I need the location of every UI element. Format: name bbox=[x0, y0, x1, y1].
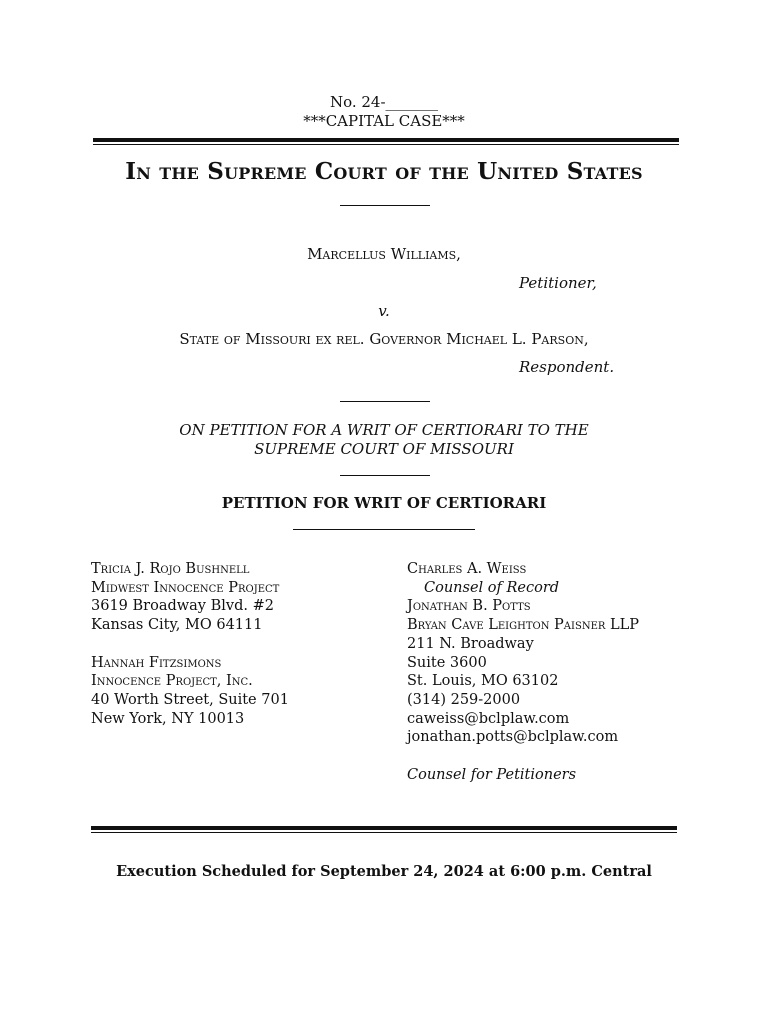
address-line: 40 Worth Street, Suite 701 bbox=[91, 691, 289, 708]
email-address: jonathan.potts@bclplaw.com bbox=[407, 729, 619, 746]
bottom-rule-thick bbox=[91, 826, 677, 830]
divider-rule-wide bbox=[293, 529, 475, 530]
case-number: No. 24-_______ bbox=[329, 93, 439, 111]
top-rule-thin bbox=[93, 144, 679, 145]
divider-rule bbox=[340, 475, 430, 476]
attorney-name: Hannah Fitzsimons bbox=[91, 654, 222, 671]
bottom-rule-thin bbox=[91, 832, 677, 833]
email-address: caweiss@bclplaw.com bbox=[407, 710, 570, 727]
firm-name: Bryan Cave Leighton Paisner LLP bbox=[407, 617, 640, 634]
versus-label: v. bbox=[378, 302, 390, 320]
attorney-name: Jonathan B. Potts bbox=[407, 598, 531, 615]
petition-subtitle-line1: ON PETITION FOR A WRIT OF CERTIORARI TO THE bbox=[179, 421, 589, 439]
address-line: 3619 Broadway Blvd. #2 bbox=[91, 598, 274, 615]
petitioner-role: Petitioner, bbox=[519, 274, 597, 292]
counsel-left-block bbox=[91, 560, 289, 728]
organization-name: Midwest Innocence Project bbox=[91, 579, 280, 596]
counsel-for-petitioners-label: Counsel for Petitioners bbox=[407, 766, 577, 783]
counsel-right-block bbox=[407, 560, 639, 784]
phone-number: (314) 259-2000 bbox=[407, 691, 521, 708]
address-line: New York, NY 10013 bbox=[91, 710, 245, 727]
petitioner-name: Marcellus Williams, bbox=[307, 245, 461, 263]
divider-rule bbox=[340, 205, 430, 206]
respondent-role: Respondent. bbox=[519, 358, 615, 376]
attorney-name: Charles A. Weiss bbox=[407, 561, 527, 577]
address-line: Kansas City, MO 64111 bbox=[91, 617, 263, 634]
attorney-name: Tricia J. Rojo Bushnell bbox=[91, 561, 250, 577]
address-line: 211 N. Broadway bbox=[407, 635, 534, 652]
divider-rule bbox=[340, 401, 430, 402]
execution-notice: Execution Scheduled for September 24, 2024 at 6:00 p.m. Central bbox=[116, 863, 652, 880]
respondent-name: State of Missouri ex rel. Governor Michael L. Parson, bbox=[179, 330, 589, 348]
organization-name: Innocence Project, Inc. bbox=[91, 673, 253, 690]
counsel-of-record-label: Counsel of Record bbox=[424, 579, 560, 596]
top-rule-thick bbox=[93, 138, 679, 142]
court-title: In the Supreme Court of the United States bbox=[125, 158, 643, 185]
address-line: Suite 3600 bbox=[407, 654, 487, 671]
capital-case-label: ***CAPITAL CASE*** bbox=[303, 112, 465, 130]
petition-heading: PETITION FOR WRIT OF CERTIORARI bbox=[221, 494, 547, 512]
petition-subtitle-line2: SUPREME COURT OF MISSOURI bbox=[254, 440, 514, 458]
address-line: St. Louis, MO 63102 bbox=[407, 673, 559, 690]
